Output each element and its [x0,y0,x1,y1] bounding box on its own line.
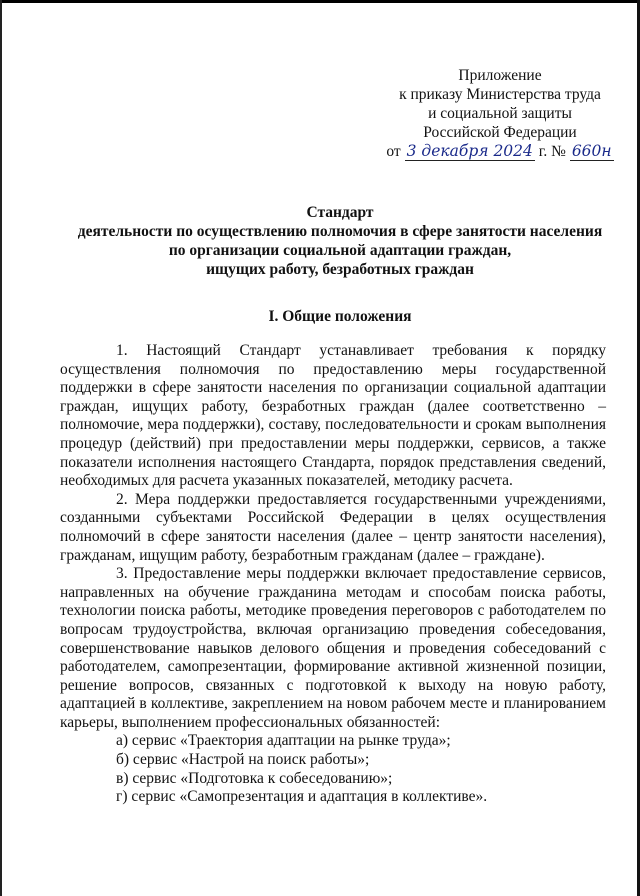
appendix-date-line [380,142,620,161]
service-item-c: в) сервис «Подготовка к собеседованию»; [116,769,393,787]
date-suffix: г. № [538,143,566,160]
title-line-2: деятельности по осуществлению полномочия в сфере занятости населения [77,223,603,240]
document-title [60,203,620,279]
date-prefix: от [386,143,401,160]
service-item-b: б) сервис «Настрой на поиск работы»; [116,751,370,769]
title-line-1: Стандарт [306,204,374,221]
paragraph-3: 3. Предоставление меры поддержки включает предоставление сервисов, направленных на обучение гражданина методам и способам поиска работы, технологии поиска работы, методике проведения переговоров с работодателем по вопросам трудоустройства, включая организацию проведения собеседования, совершенствование навыков делового общения и проведения собеседований с работодателем, самопрезентации, формирование активной жизненной позиции, решение вопросов, связанных с подготовкой к выходу на новую работу, адаптацией в коллективе, закреплением на новом рабочем месте и планированием карьеры, выполнением профессиональных обязанностей: [60,565,606,731]
appendix-line-4: Российской Федерации [423,124,577,141]
appendix-line-2: к приказу Министерства труда [399,86,601,103]
handwritten-number: 660н [571,142,612,160]
paragraph-1: 1. Настоящий Стандарт устанавливает требования к порядку осуществления полномочия по предоставлению меры государственной поддержки в сфере занятости населения по организации социальной адаптации граждан, ищущих работу, безработных граждан (далее соответственно – полномочие, мера поддержки), составу, последовательности и срокам выполнения процедур (действий) при предоставлении меры поддержки, сервисов, а также показатели исполнения настоящего Стандарта, порядок представления сведений, необходимых для расчета указанных показателей, методику расчета. [60,342,606,490]
appendix-line-1: Приложение [458,67,542,84]
section-heading: I. Общие положения [268,308,412,325]
paragraph-2: 2. Мера поддержки предоставляется государственными учреждениями, созданными субъектами Российской Федерации в целях осуществления полномочий в сфере занятости населения (далее – центр занятости населения), гражданам, ищущим работу, безработным гражданам (далее – граждане). [60,490,606,564]
document-body [60,342,606,807]
service-item-d: г) сервис «Самопрезентация и адаптация в коллективе». [116,788,488,806]
service-item-a: а) сервис «Траектория адаптации на рынке труда»; [116,732,451,750]
appendix-block [380,66,620,161]
appendix-line-3: и социальной защиты [428,105,572,122]
title-line-3: по организации социальной адаптации граждан, [168,242,512,259]
title-line-4: ищущих работу, безработных граждан [206,261,474,278]
handwritten-date: 3 декабря 2024 [406,142,533,160]
